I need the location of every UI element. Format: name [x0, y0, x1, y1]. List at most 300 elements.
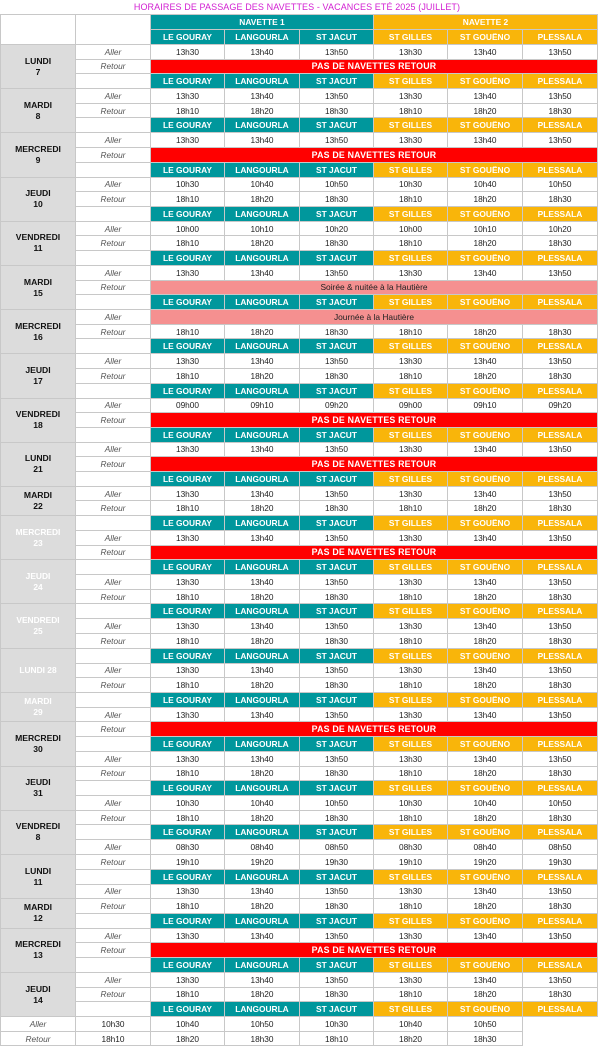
stop-header: ST GOUËNO	[448, 869, 523, 884]
schedule-row	[1, 589, 598, 604]
time-cell: 13h40	[448, 575, 523, 590]
time-cell: 18h20	[225, 634, 300, 649]
stop-header: ST GOUËNO	[448, 250, 523, 265]
stop-header: PLESSALA	[523, 781, 598, 796]
time-cell: 18h30	[300, 192, 374, 207]
direction-label: Retour	[76, 678, 151, 693]
blank-label-cell	[76, 781, 151, 796]
time-cell: 13h30	[151, 972, 225, 987]
day-cell	[1, 221, 76, 265]
stop-header: ST JACUT	[300, 74, 374, 89]
stop-header: PLESSALA	[523, 162, 598, 177]
direction-label: Retour	[76, 854, 151, 869]
time-cell: 18h20	[225, 987, 300, 1002]
stop-header-row	[1, 913, 598, 928]
time-cell: 13h50	[523, 972, 598, 987]
time-cell: 18h30	[523, 589, 598, 604]
blank-label-cell	[76, 913, 151, 928]
blank-label-cell	[76, 427, 151, 442]
stop-header: ST GOUËNO	[448, 825, 523, 840]
day-cell	[1, 560, 76, 604]
time-cell: 18h20	[225, 899, 300, 914]
direction-label: Aller	[76, 265, 151, 280]
time-cell: 13h50	[523, 884, 598, 899]
stop-header-row	[1, 162, 598, 177]
direction-label: Retour	[76, 943, 151, 958]
time-cell: 19h10	[151, 854, 225, 869]
time-cell: 18h30	[523, 899, 598, 914]
stop-header: LE GOURAY	[151, 869, 225, 884]
time-cell: 18h10	[374, 324, 448, 339]
time-cell: 19h20	[225, 854, 300, 869]
day-cell	[1, 648, 76, 692]
time-cell: 13h50	[300, 133, 374, 148]
corner-cell	[1, 15, 76, 45]
time-cell: 18h10	[151, 899, 225, 914]
direction-label: Aller	[76, 884, 151, 899]
time-cell: 10h40	[225, 796, 300, 811]
direction-label: Aller	[76, 486, 151, 501]
stop-header: ST GILLES	[374, 471, 448, 486]
time-cell: 10h30	[151, 796, 225, 811]
time-cell: 18h30	[523, 634, 598, 649]
day-cell	[1, 310, 76, 354]
stop-header: PLESSALA	[523, 427, 598, 442]
time-cell: 18h20	[225, 324, 300, 339]
blank-label-cell	[76, 295, 151, 310]
stop-header-row	[1, 648, 598, 663]
direction-label: Aller	[76, 972, 151, 987]
stop-header: ST JACUT	[300, 30, 374, 45]
time-cell: 13h50	[523, 531, 598, 546]
day-number: 13	[33, 950, 43, 961]
time-cell: 13h50	[523, 752, 598, 767]
day-cell	[1, 133, 76, 177]
stop-header-row	[1, 692, 598, 707]
time-cell: 18h20	[225, 368, 300, 383]
schedule-table	[0, 14, 598, 1046]
day-cell	[1, 928, 76, 972]
stop-header: ST GOUËNO	[448, 560, 523, 575]
time-cell: 18h20	[448, 766, 523, 781]
time-cell: 13h50	[523, 619, 598, 634]
time-cell: 13h50	[300, 619, 374, 634]
stop-header: LE GOURAY	[151, 516, 225, 531]
time-cell: 10h40	[448, 796, 523, 811]
time-cell: 09h20	[300, 398, 374, 413]
time-cell: 13h40	[448, 486, 523, 501]
time-cell: 10h50	[300, 177, 374, 192]
stop-header: LE GOURAY	[151, 74, 225, 89]
stop-header: ST GOUËNO	[448, 516, 523, 531]
day-number: 10	[33, 199, 43, 210]
time-cell: 18h10	[374, 766, 448, 781]
time-cell: 13h30	[151, 884, 225, 899]
time-cell: 10h30	[374, 177, 448, 192]
stop-header: LANGOURLA	[225, 383, 300, 398]
stop-header: ST GILLES	[374, 516, 448, 531]
stop-header: LE GOURAY	[151, 427, 225, 442]
time-cell: 13h40	[448, 972, 523, 987]
stop-header-row	[1, 118, 598, 133]
time-cell: 13h50	[523, 442, 598, 457]
time-cell: 18h10	[76, 1031, 151, 1046]
stop-header: ST JACUT	[300, 471, 374, 486]
time-cell: 18h20	[448, 634, 523, 649]
time-cell: 13h50	[300, 486, 374, 501]
direction-label: Retour	[76, 987, 151, 1002]
stop-header: LANGOURLA	[225, 604, 300, 619]
stop-header: PLESSALA	[523, 30, 598, 45]
time-cell: 08h50	[523, 840, 598, 855]
direction-label: Retour	[76, 545, 151, 560]
stop-header: ST JACUT	[300, 913, 374, 928]
time-cell: 18h10	[374, 987, 448, 1002]
stop-header: LANGOURLA	[225, 957, 300, 972]
blank-label-cell	[76, 869, 151, 884]
stop-header-row	[1, 825, 598, 840]
time-cell: 10h50	[523, 177, 598, 192]
day-name: VENDREDI	[15, 821, 61, 832]
direction-label: Aller	[1, 1017, 76, 1032]
stop-header: PLESSALA	[523, 516, 598, 531]
no-shuttle-banner: PAS DE NAVETTES RETOUR	[151, 147, 598, 162]
stop-header: LE GOURAY	[151, 250, 225, 265]
time-cell: 13h50	[523, 575, 598, 590]
time-cell: 10h30	[374, 796, 448, 811]
direction-label: Retour	[76, 368, 151, 383]
stop-header: LE GOURAY	[151, 692, 225, 707]
time-cell: 19h10	[374, 854, 448, 869]
stop-header: LANGOURLA	[225, 30, 300, 45]
direction-label: Aller	[76, 575, 151, 590]
time-cell: 13h50	[523, 486, 598, 501]
time-cell: 18h10	[151, 324, 225, 339]
time-cell: 19h30	[300, 854, 374, 869]
blank-label-cell	[76, 516, 151, 531]
schedule-row	[1, 928, 598, 943]
day-cell	[1, 45, 76, 89]
stop-header-row	[1, 957, 598, 972]
schedule-row	[1, 707, 598, 722]
time-cell: 13h30	[374, 663, 448, 678]
time-cell: 13h50	[523, 663, 598, 678]
blank-label-cell	[76, 560, 151, 575]
stop-header: PLESSALA	[523, 737, 598, 752]
time-cell: 18h10	[151, 810, 225, 825]
stop-header: ST JACUT	[300, 825, 374, 840]
time-cell: 10h40	[448, 177, 523, 192]
direction-label: Aller	[76, 752, 151, 767]
schedule-row	[1, 810, 598, 825]
stop-header: LANGOURLA	[225, 869, 300, 884]
time-cell: 10h10	[225, 221, 300, 236]
day-number: 23	[33, 537, 43, 548]
no-shuttle-banner: PAS DE NAVETTES RETOUR	[151, 545, 598, 560]
time-cell: 18h10	[374, 634, 448, 649]
time-cell: 18h10	[374, 501, 448, 516]
time-cell: 13h40	[448, 133, 523, 148]
time-cell: 13h40	[448, 45, 523, 60]
day-number: 22	[33, 500, 43, 511]
day-number: 25	[33, 626, 43, 637]
stop-header: LANGOURLA	[225, 250, 300, 265]
stop-header-row	[1, 295, 598, 310]
schedule-row	[1, 324, 598, 339]
stop-header: ST GILLES	[374, 913, 448, 928]
time-cell: 10h40	[374, 1017, 448, 1032]
blank-label-cell	[76, 118, 151, 133]
stop-header: ST JACUT	[300, 781, 374, 796]
stop-header: LE GOURAY	[151, 781, 225, 796]
blank-label-cell	[76, 339, 151, 354]
stop-header: PLESSALA	[523, 74, 598, 89]
schedule-row	[1, 133, 598, 148]
stop-header: LANGOURLA	[225, 1002, 300, 1017]
day-number: 7	[35, 66, 41, 77]
stop-header: LE GOURAY	[151, 913, 225, 928]
time-cell: 10h30	[76, 1017, 151, 1032]
time-cell: 18h10	[151, 501, 225, 516]
time-cell: 10h30	[300, 1017, 374, 1032]
day-cell	[1, 516, 76, 560]
blank-label-cell	[76, 957, 151, 972]
stop-header: LE GOURAY	[151, 825, 225, 840]
time-cell: 13h50	[300, 575, 374, 590]
day-cell	[1, 722, 76, 766]
day-cell	[1, 899, 76, 929]
time-cell: 18h20	[448, 236, 523, 251]
blank-label-cell	[76, 604, 151, 619]
day-number: 29	[33, 707, 43, 718]
time-cell: 18h30	[300, 501, 374, 516]
stop-header: ST GOUËNO	[448, 118, 523, 133]
time-cell: 13h30	[151, 133, 225, 148]
stop-header-row	[1, 1002, 598, 1017]
day-number: 17	[33, 375, 43, 386]
stop-header: ST JACUT	[300, 118, 374, 133]
stop-header: LANGOURLA	[225, 737, 300, 752]
stop-header: LANGOURLA	[225, 913, 300, 928]
schedule-row	[1, 89, 598, 104]
schedule-body	[1, 15, 598, 1046]
stop-header: ST GILLES	[374, 560, 448, 575]
time-cell: 18h20	[448, 678, 523, 693]
time-cell: 13h30	[151, 486, 225, 501]
stop-header: ST GOUËNO	[448, 74, 523, 89]
no-shuttle-banner: PAS DE NAVETTES RETOUR	[151, 722, 598, 737]
stop-header-row	[1, 737, 598, 752]
time-cell: 18h10	[151, 236, 225, 251]
day-number: 12	[33, 913, 43, 924]
time-cell: 13h40	[225, 663, 300, 678]
stop-header: ST GOUËNO	[448, 339, 523, 354]
stop-header: ST GILLES	[374, 74, 448, 89]
stop-header-row	[1, 74, 598, 89]
time-cell: 18h20	[225, 678, 300, 693]
blank-label-cell	[76, 1002, 151, 1017]
time-cell: 13h40	[225, 442, 300, 457]
schedule-row	[1, 398, 598, 413]
stop-header: ST GILLES	[374, 604, 448, 619]
stop-header: PLESSALA	[523, 1002, 598, 1017]
time-cell: 13h40	[448, 619, 523, 634]
time-cell: 18h30	[300, 766, 374, 781]
time-cell: 18h30	[523, 103, 598, 118]
stop-header: LE GOURAY	[151, 648, 225, 663]
day-name: VENDREDI	[15, 232, 61, 243]
blank-label-cell	[76, 74, 151, 89]
time-cell: 10h20	[523, 221, 598, 236]
stop-header: ST GOUËNO	[448, 295, 523, 310]
schedule-row	[1, 987, 598, 1002]
time-cell: 13h30	[374, 531, 448, 546]
time-cell: 13h30	[374, 265, 448, 280]
time-cell: 13h40	[448, 531, 523, 546]
day-name: MARDI	[23, 902, 53, 913]
day-name: MARDI	[24, 696, 52, 707]
day-name: JEUDI	[25, 364, 51, 375]
stop-header: ST GILLES	[374, 1002, 448, 1017]
schedule-row	[1, 221, 598, 236]
stop-header: ST GILLES	[374, 383, 448, 398]
time-cell: 19h30	[523, 854, 598, 869]
time-cell: 18h20	[225, 192, 300, 207]
stop-header: ST GILLES	[374, 427, 448, 442]
day-cell	[1, 177, 76, 221]
time-cell: 13h50	[300, 884, 374, 899]
stop-header: LANGOURLA	[225, 162, 300, 177]
direction-label: Retour	[76, 722, 151, 737]
schedule-row	[1, 265, 598, 280]
time-cell: 18h30	[300, 236, 374, 251]
time-cell: 13h30	[151, 89, 225, 104]
day-name: MERCREDI	[15, 143, 61, 154]
stop-header: LE GOURAY	[151, 118, 225, 133]
time-cell: 18h20	[225, 501, 300, 516]
time-cell: 13h40	[225, 972, 300, 987]
stop-header: ST GILLES	[374, 206, 448, 221]
time-cell: 13h40	[448, 752, 523, 767]
schedule-row	[1, 722, 598, 737]
time-cell: 18h30	[523, 324, 598, 339]
schedule-row	[1, 531, 598, 546]
time-cell: 18h10	[374, 810, 448, 825]
time-cell: 18h30	[523, 810, 598, 825]
time-cell: 18h20	[448, 589, 523, 604]
direction-label: Aller	[76, 177, 151, 192]
time-cell: 13h50	[300, 663, 374, 678]
stop-header: ST GILLES	[374, 30, 448, 45]
time-cell: 13h50	[300, 972, 374, 987]
time-cell: 13h30	[151, 663, 225, 678]
time-cell: 18h30	[300, 103, 374, 118]
schedule-row	[1, 545, 598, 560]
stop-header: LE GOURAY	[151, 162, 225, 177]
time-cell: 18h10	[374, 103, 448, 118]
time-cell: 13h30	[374, 442, 448, 457]
day-name: VENDREDI	[16, 615, 60, 626]
schedule-row	[1, 972, 598, 987]
stop-header: ST JACUT	[300, 295, 374, 310]
time-cell: 18h30	[300, 324, 374, 339]
time-cell: 13h50	[523, 265, 598, 280]
stop-header: ST GILLES	[374, 869, 448, 884]
stop-header-row	[1, 250, 598, 265]
stop-header: ST JACUT	[300, 560, 374, 575]
time-cell: 13h40	[225, 884, 300, 899]
time-cell: 18h20	[374, 1031, 448, 1046]
day-cell	[1, 692, 76, 722]
time-cell: 13h30	[151, 707, 225, 722]
schedule-row	[1, 766, 598, 781]
time-cell: 18h30	[523, 501, 598, 516]
stop-header: LANGOURLA	[225, 427, 300, 442]
time-cell: 10h40	[151, 1017, 225, 1032]
time-cell: 08h40	[225, 840, 300, 855]
stop-header: ST JACUT	[300, 162, 374, 177]
time-cell: 18h10	[151, 987, 225, 1002]
stop-header: LANGOURLA	[225, 692, 300, 707]
day-number: 11	[33, 243, 43, 254]
direction-label: Retour	[76, 147, 151, 162]
time-cell: 13h30	[374, 354, 448, 369]
stop-header: PLESSALA	[523, 206, 598, 221]
time-cell: 18h30	[523, 368, 598, 383]
time-cell: 10h00	[151, 221, 225, 236]
stop-header: ST GOUËNO	[448, 692, 523, 707]
blank-label-cell	[76, 825, 151, 840]
direction-label: Retour	[76, 236, 151, 251]
stop-header: ST JACUT	[300, 957, 374, 972]
time-cell: 10h10	[448, 221, 523, 236]
stop-header: LANGOURLA	[225, 825, 300, 840]
stop-header: ST JACUT	[300, 648, 374, 663]
time-cell: 13h30	[374, 707, 448, 722]
stop-header: PLESSALA	[523, 295, 598, 310]
blank-label-cell	[76, 692, 151, 707]
stop-header: ST GOUËNO	[448, 913, 523, 928]
stop-header: ST JACUT	[300, 1002, 374, 1017]
schedule-row	[1, 368, 598, 383]
time-cell: 08h40	[448, 840, 523, 855]
stop-header-row	[1, 383, 598, 398]
time-cell: 13h50	[300, 265, 374, 280]
stop-header: LE GOURAY	[151, 383, 225, 398]
blank-label-cell	[76, 648, 151, 663]
stop-header: PLESSALA	[523, 604, 598, 619]
stop-header: LANGOURLA	[225, 74, 300, 89]
stop-header: PLESSALA	[523, 957, 598, 972]
time-cell: 18h10	[151, 103, 225, 118]
schedule-row	[1, 678, 598, 693]
time-cell: 18h10	[151, 589, 225, 604]
stop-header: LANGOURLA	[225, 560, 300, 575]
time-cell: 13h30	[374, 884, 448, 899]
time-cell: 09h10	[225, 398, 300, 413]
stop-header: ST JACUT	[300, 692, 374, 707]
time-cell: 18h30	[523, 192, 598, 207]
time-cell: 18h10	[374, 236, 448, 251]
no-shuttle-banner: PAS DE NAVETTES RETOUR	[151, 457, 598, 472]
day-cell	[1, 486, 76, 515]
schedule-row	[1, 943, 598, 958]
day-cell	[1, 89, 76, 133]
stop-header: ST GOUËNO	[448, 30, 523, 45]
stop-header: LE GOURAY	[151, 295, 225, 310]
time-cell: 18h10	[151, 678, 225, 693]
stop-header: LANGOURLA	[225, 295, 300, 310]
